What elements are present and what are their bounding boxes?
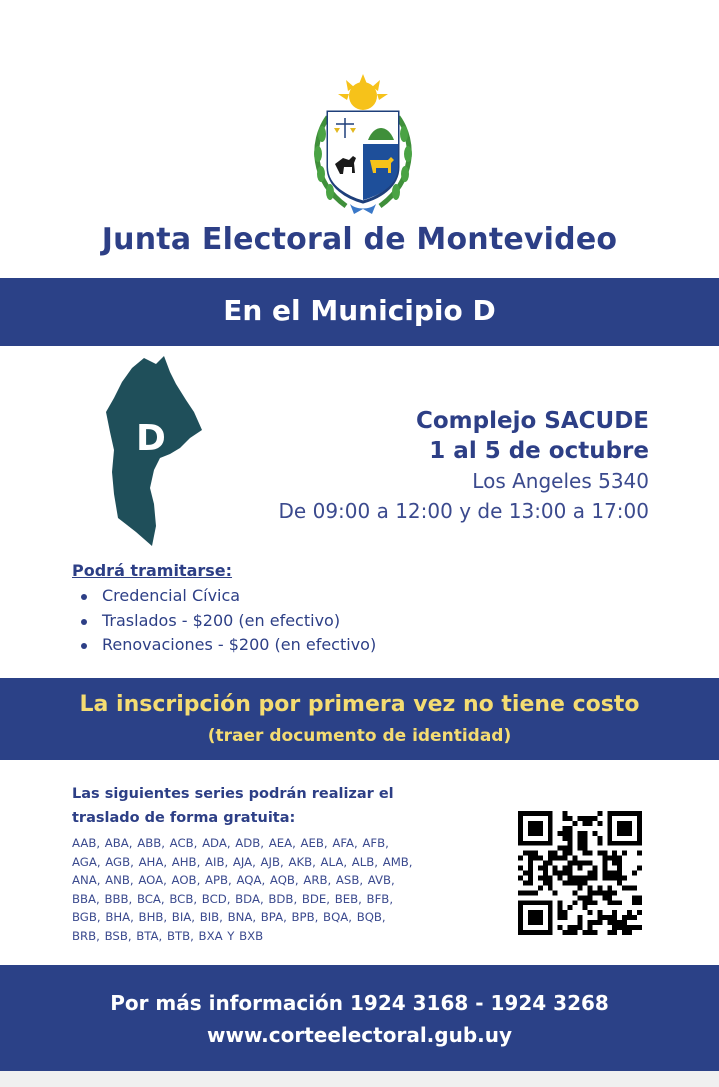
map-letter: D — [136, 418, 166, 459]
municipality-map-icon — [104, 354, 204, 546]
website-link[interactable]: www.corteelectoral.gub.uy — [206, 1023, 513, 1047]
bottom-strip — [0, 1071, 719, 1087]
coat-of-arms-icon — [308, 72, 418, 218]
notice-banner — [0, 678, 719, 760]
municipality-banner — [0, 278, 719, 346]
list-item: Credencial Cívica — [102, 584, 472, 609]
venue-hours: De 09:00 a 12:00 y de 13:00 a 17:00 — [278, 499, 649, 523]
qr-code-icon[interactable] — [518, 811, 642, 935]
list-item: Renovaciones - $200 (en efectivo) — [102, 633, 472, 658]
notice-line1: La inscripción por primera vez no tiene costo — [79, 692, 640, 717]
venue-info — [279, 406, 649, 526]
venue-address: Los Angeles 5340 — [472, 469, 649, 493]
page-title: Junta Electoral de Montevideo — [101, 222, 618, 257]
contact-phones: Por más información 1924 3168 - 1924 3268 — [110, 991, 609, 1015]
notice-line2: (traer documento de identidad) — [207, 726, 512, 746]
list-item: Traslados - $200 (en efectivo) — [102, 609, 472, 634]
services-list — [72, 584, 472, 658]
footer-banner — [0, 965, 719, 1071]
municipality-label: En el Municipio D — [223, 294, 496, 327]
venue-dates: 1 al 5 de octubre — [429, 438, 649, 464]
series-section — [72, 782, 417, 945]
venue-name: Complejo SACUDE — [415, 408, 649, 434]
series-heading: Las siguientes series podrán realizar el traslado de forma gratuita: — [72, 786, 394, 826]
services-heading: Podrá tramitarse: — [72, 561, 233, 580]
series-list: AAB, ABA, ABB, ACB, ADA, ADB, AEA, AEB, AFA, AFB, AGA, AGB, AHA, AHB, AIB, AJA, AJB, AKB, ALA, ALB, AMB, ANA, ANB, AOA, AOB, APB, AQA, AQB, ARB, ASB, AVB, BBA, BBB, BCA, BCB, BCD, BDA, BDB, BDE, BEB, BFB, BGB, BHA, BHB, BIA, BIB, BNA, BPA, BPB, BQA, BQB, BRB, BSB, BTA, BTB, BXA Y BXB — [72, 836, 413, 943]
services-section — [72, 561, 472, 658]
